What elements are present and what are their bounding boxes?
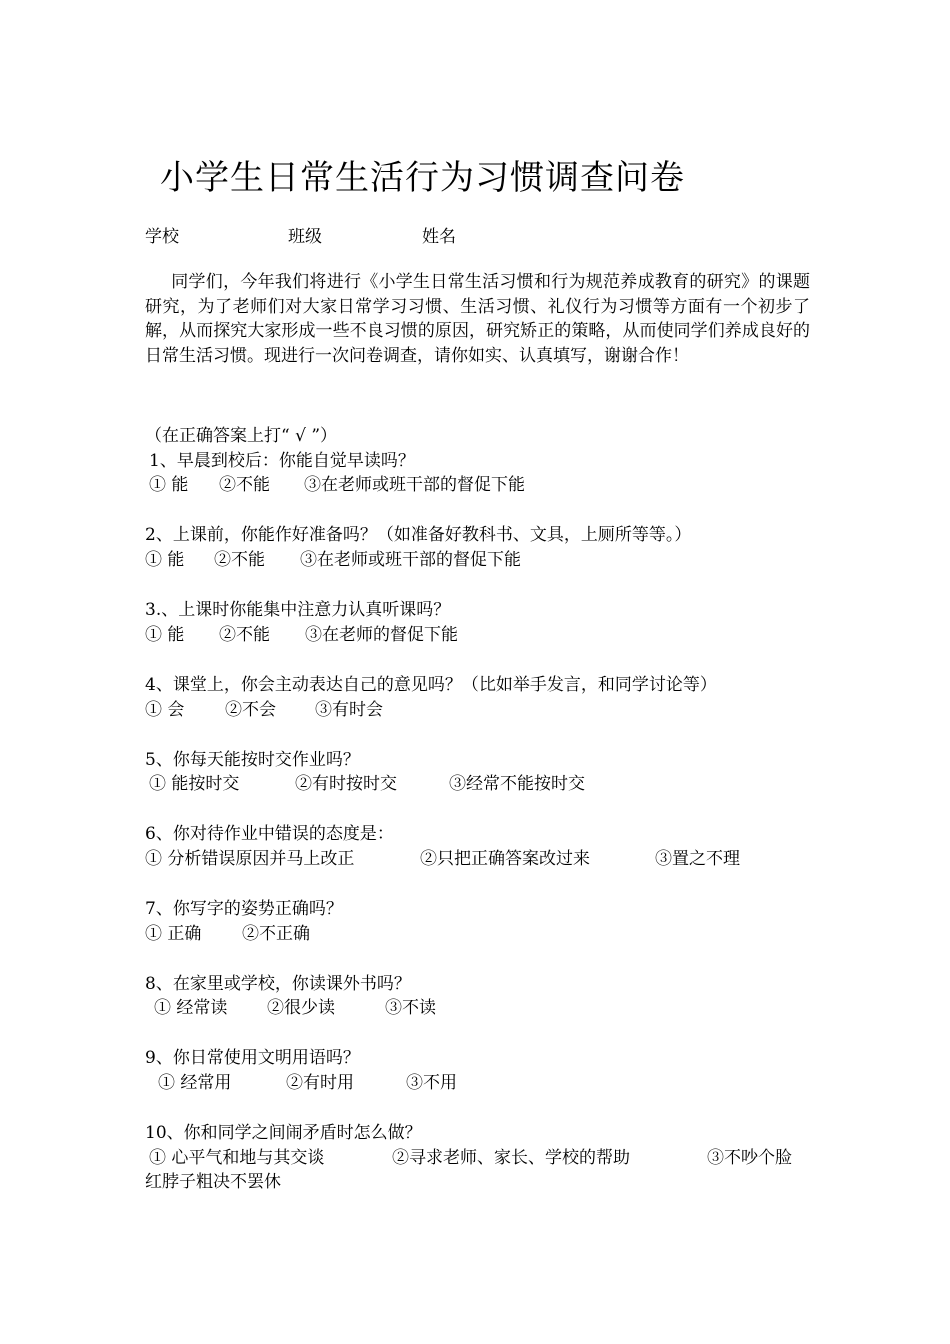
option-7-a[interactable]: ① 正确 bbox=[145, 924, 202, 944]
question-10: 10、你和同学之间闹矛盾时怎么做？ bbox=[145, 1123, 422, 1143]
question-2: 2、上课前，你能作好准备吗？（如准备好教科书、文具，上厕所等等。） bbox=[145, 525, 692, 545]
option-1-a[interactable]: ① 能 bbox=[149, 475, 189, 495]
option-4-c[interactable]: ③有时会 bbox=[315, 700, 383, 720]
option-10-c-continuation: 红脖子粗决不罢休 bbox=[145, 1172, 281, 1192]
option-3-b[interactable]: ②不能 bbox=[219, 625, 270, 645]
option-2-c[interactable]: ③在老师或班干部的督促下能 bbox=[300, 550, 521, 570]
option-8-a[interactable]: ① 经常读 bbox=[154, 998, 228, 1018]
option-6-b[interactable]: ②只把正确答案改过来 bbox=[420, 849, 590, 869]
option-7-b[interactable]: ②不正确 bbox=[242, 924, 310, 944]
question-8: 8、在家里或学校，你读课外书吗？ bbox=[145, 974, 411, 994]
option-6-a[interactable]: ① 分析错误原因并马上改正 bbox=[145, 849, 355, 869]
option-1-c[interactable]: ③在老师或班干部的督促下能 bbox=[304, 475, 525, 495]
question-7: 7、你写字的姿势正确吗？ bbox=[145, 899, 343, 919]
intro-paragraph bbox=[145, 270, 810, 368]
option-6-c[interactable]: ③置之不理 bbox=[655, 849, 740, 869]
option-9-c[interactable]: ③不用 bbox=[406, 1073, 457, 1093]
instruction: （在正确答案上打“ √ ”） bbox=[145, 426, 338, 446]
option-2-b[interactable]: ②不能 bbox=[214, 550, 265, 570]
class-field-label: 班级 bbox=[288, 227, 322, 247]
option-5-b[interactable]: ②有时按时交 bbox=[295, 774, 397, 794]
option-1-b[interactable]: ②不能 bbox=[219, 475, 270, 495]
option-9-a[interactable]: ① 经常用 bbox=[158, 1073, 232, 1093]
option-4-b[interactable]: ②不会 bbox=[225, 700, 276, 720]
option-3-a[interactable]: ① 能 bbox=[145, 625, 185, 645]
option-8-b[interactable]: ②很少读 bbox=[267, 998, 335, 1018]
question-6: 6、你对待作业中错误的态度是： bbox=[145, 824, 394, 844]
question-9: 9、你日常使用文明用语吗？ bbox=[145, 1048, 360, 1068]
option-4-a[interactable]: ① 会 bbox=[145, 700, 185, 720]
intro-text: 同学们，今年我们将进行《小学生日常生活习惯和行为规范养成教育的研究》的课题研究，为了老师们对大家日常学习习惯、生活习惯、礼仪行为习惯等方面有一个初步了解，从而探究大家形成一些不良习惯的原因，研究矫正的策略，从而使同学们养成良好的日常生活习惯。现进行一次问卷调查，请你如实、认真填写，谢谢合作！ bbox=[145, 272, 810, 366]
name-field-label: 姓名 bbox=[422, 227, 456, 247]
question-1: 1、早晨到校后：你能自觉早读吗？ bbox=[149, 451, 415, 471]
page-title: 小学生日常生活行为习惯调查问卷 bbox=[160, 158, 685, 198]
option-5-a[interactable]: ① 能按时交 bbox=[149, 774, 240, 794]
option-10-a[interactable]: ① 心平气和地与其交谈 bbox=[149, 1148, 325, 1168]
question-4: 4、课堂上，你会主动表达自己的意见吗？（比如举手发言，和同学讨论等） bbox=[145, 675, 717, 695]
option-5-c[interactable]: ③经常不能按时交 bbox=[449, 774, 585, 794]
option-10-c[interactable]: ③不吵个脸 bbox=[707, 1148, 792, 1168]
option-10-b[interactable]: ②寻求老师、家长、学校的帮助 bbox=[392, 1148, 630, 1168]
option-2-a[interactable]: ① 能 bbox=[145, 550, 185, 570]
question-5: 5、你每天能按时交作业吗？ bbox=[145, 750, 360, 770]
option-8-c[interactable]: ③不读 bbox=[385, 998, 436, 1018]
option-9-b[interactable]: ②有时用 bbox=[286, 1073, 354, 1093]
school-field-label: 学校 bbox=[145, 227, 179, 247]
question-3: 3.、上课时你能集中注意力认真听课吗？ bbox=[145, 600, 451, 620]
option-3-c[interactable]: ③在老师的督促下能 bbox=[305, 625, 458, 645]
